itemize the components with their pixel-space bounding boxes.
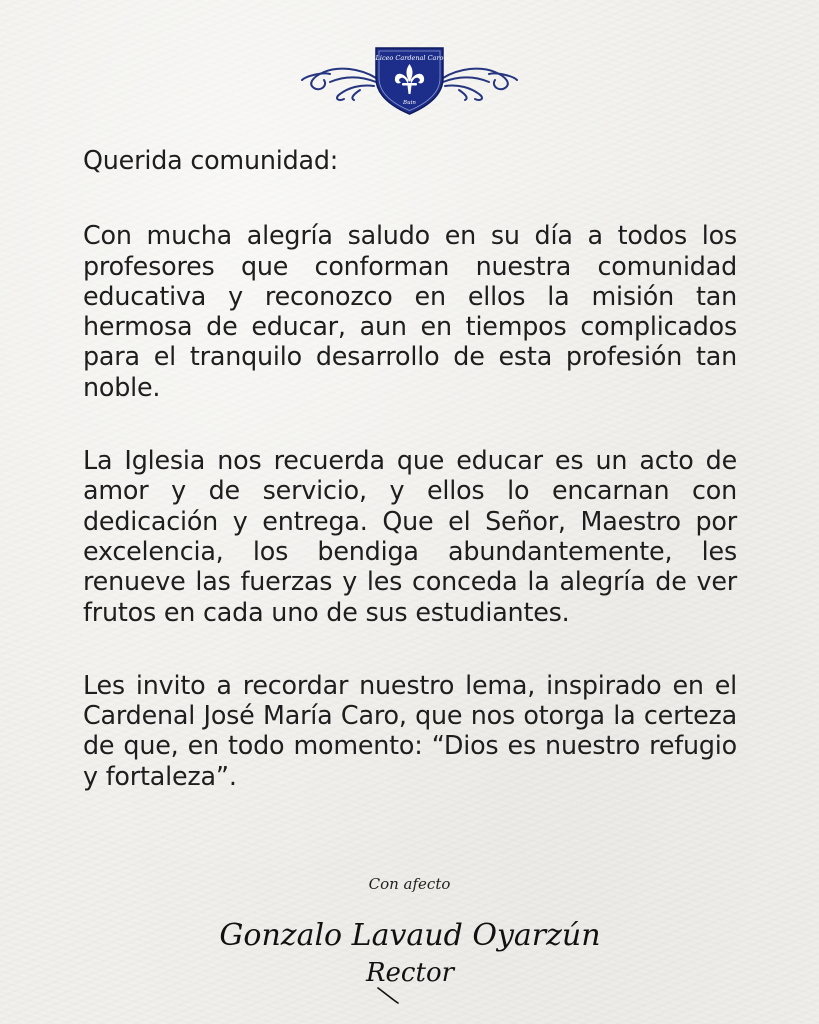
letter-greeting: Querida comunidad: (83, 145, 339, 175)
signature-flourish (378, 988, 398, 1003)
closing-text: Con afecto (368, 875, 451, 893)
signature-title: Rector (365, 958, 455, 988)
letter-paragraph-3: Les invito a recordar nuestro lema, inspirado en el Cardenal José María Caro, que nos otorga la certeza de que, en todo momento: “Dios es nuestro refugio y fortaleza”. (83, 669, 737, 791)
letter-paragraph-2: La Iglesia nos recuerda que educar es un acto de amor y de servicio, y ellos lo encarnan con dedicación y entrega. Que el Señor, Maestro por excelencia, los bendiga abundantemente, les renueve las fuerzas y les conceda la alegría de ver frutos en cada uno de sus estudiantes. (83, 445, 737, 627)
left-scroll-ornament (302, 69, 376, 100)
crest-school-name: Liceo Cardenal Caro (375, 54, 444, 62)
crest-place: Buin (403, 100, 416, 106)
signature (219, 893, 601, 1008)
signature-name: Gonzalo Lavaud Oyarzún (219, 918, 601, 953)
letter-body (83, 145, 737, 834)
right-scroll-ornament (443, 69, 517, 100)
school-crest-logo (300, 44, 519, 116)
letter-paragraph-1: Con mucha alegría saludo en su día a todos los profesores que conforman nuestra comunidad educativa y reconozco en ellos la misión tan hermosa de educar, aun en tiempos complicados para el tranquilo desarrollo de esta profesión tan noble. (83, 220, 737, 402)
